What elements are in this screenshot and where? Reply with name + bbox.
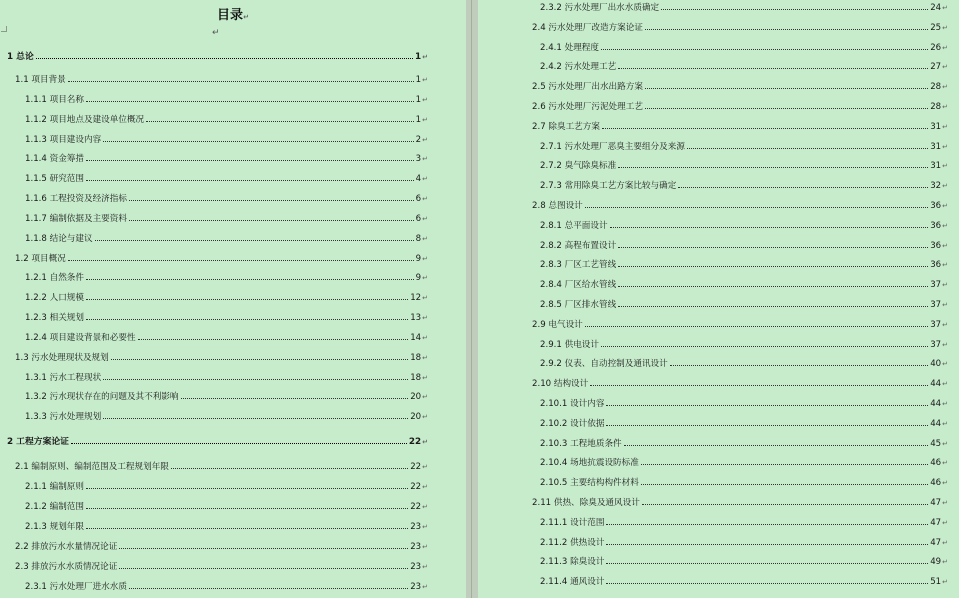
paragraph-mark: ↵ [942,420,948,428]
toc-page-number: 36 [930,241,942,251]
toc-entry-text: 2.8.3 厂区工艺管线 [540,260,617,270]
dot-leader [129,191,414,201]
paragraph-mark: ↵ [422,155,428,163]
paragraph-mark: ↵ [942,202,948,210]
dot-leader [585,317,928,327]
toc-entry[interactable] [25,290,428,304]
toc-entry[interactable] [15,459,428,473]
toc-page-number: 20 [410,392,422,402]
toc-entry-text: 1.1.7 编制依据及主要资料 [25,214,127,224]
toc-entry[interactable] [25,479,428,493]
toc-page-number: 45 [930,439,942,449]
toc-entry[interactable] [25,171,428,185]
toc-entry[interactable] [25,151,428,165]
dot-leader [602,119,928,129]
dot-leader [618,277,928,287]
toc-entry[interactable] [540,59,948,73]
toc-entry-text: 2.1 编制原则、编制范围及工程规划年限 [15,462,169,472]
paragraph-mark: ↵ [422,483,428,491]
toc-page-number: 40 [930,359,942,369]
dot-leader [641,455,928,465]
dot-leader [618,238,928,248]
toc-entry[interactable] [540,158,948,172]
toc-entry-text: 1.1.5 研究范围 [25,174,84,184]
toc-entry[interactable] [25,330,428,344]
toc-page-number: 37 [930,320,942,330]
toc-entry-text: 2.11.3 除臭设计 [540,557,605,567]
paragraph-mark: ↵ [422,413,428,421]
toc-entry[interactable] [15,350,428,364]
paragraph-mark: ↵ [942,380,948,388]
toc-entry-text: 2.8.5 厂区排水管线 [540,300,617,310]
paragraph-mark: ↵ [942,182,948,190]
toc-entry[interactable] [532,376,948,390]
toc-entry[interactable] [540,515,948,529]
toc-entry-text: 1.3 污水处理现状及规划 [15,353,109,363]
toc-page-number: 44 [930,379,942,389]
paragraph-mark: ↵ [942,479,948,487]
dot-leader [678,178,928,188]
toc-page-number: 49 [930,557,942,567]
toc-page-number: 26 [930,43,942,53]
toc-entry-text: 2.11.2 供热设计 [540,538,605,548]
dot-leader [103,370,408,380]
toc-entry[interactable] [540,416,948,430]
toc-entry-text: 1.1.2 项目地点及建设单位概况 [25,115,145,125]
toc-entry[interactable] [15,72,428,86]
paragraph-mark: ↵ [942,123,948,131]
toc-page-number: 3 [415,154,422,164]
toc-page-number: 8 [415,234,422,244]
toc-entry[interactable] [532,20,948,34]
toc-entry-text: 2.7 除臭工艺方案 [532,122,600,132]
page-divider [471,0,472,598]
toc-entry-text: 2.8.1 总平面设计 [540,221,608,231]
paragraph-mark: ↵ [942,519,948,527]
toc-page-number: 47 [930,518,942,528]
paragraph-mark: ↵ [942,242,948,250]
toc-page-number: 32 [930,181,942,191]
paragraph-mark: ↵ [942,558,948,566]
dot-leader [86,310,408,320]
dot-leader [138,330,409,340]
toc-entry[interactable] [540,218,948,232]
toc-page-number: 6 [415,194,422,204]
toc-entry[interactable] [7,434,428,448]
paragraph-mark: ↵ [942,281,948,289]
toc-entry-text: 1.2.1 自然条件 [25,273,84,283]
toc-page-number: 27 [930,62,942,72]
toc-entry-text: 2.2 排放污水水量情况论证 [15,542,118,552]
paragraph-mark: ↵ [942,143,948,151]
toc-entry-text: 2.11.1 设计范围 [540,518,605,528]
toc-page-number: 23 [410,562,422,572]
toc-entry[interactable] [25,191,428,205]
paragraph-mark: ↵ [422,334,428,342]
toc-page-number: 13 [410,313,422,323]
toc-page-number: 18 [410,373,422,383]
toc-entry-text: 2.7.3 常用除臭工艺方案比较与确定 [540,181,677,191]
paragraph-mark: ↵ [422,235,428,243]
dot-leader [68,251,414,261]
toc-page-number: 1 [415,75,422,85]
toc-entry[interactable] [540,277,948,291]
dot-leader [36,49,413,59]
toc-page-number: 1 [415,115,422,125]
paragraph-mark: ↵ [942,578,948,586]
dot-leader [606,396,928,406]
toc-entry[interactable] [540,40,948,54]
toc-entry[interactable] [25,519,428,533]
paragraph-mark: ↵ [942,162,948,170]
dot-leader [86,290,408,300]
toc-entry-text: 2.6 污水处理厂污泥处理工艺 [532,102,643,112]
paragraph-mark: ↵ [942,301,948,309]
toc-entry[interactable] [532,198,948,212]
toc-page-number: 28 [930,82,942,92]
paragraph-mark: ↵ [942,24,948,32]
toc-entry-text: 2.9.2 仪表、自动控制及通讯设计 [540,359,668,369]
toc-page-number: 51 [930,577,942,587]
toc-page-number: 47 [930,538,942,548]
toc-entry-text: 2.4 污水处理厂改造方案论证 [532,23,643,33]
paragraph-mark: ↵ [422,543,428,551]
toc-page-number: 22 [408,437,422,447]
paragraph-mark: ↵ [422,195,428,203]
dot-leader [86,171,414,181]
dot-leader [119,539,408,549]
paragraph-mark: ↵ [422,314,428,322]
toc-entry-text: 2.11 供热、除臭及通风设计 [532,498,640,508]
dot-leader [86,270,414,280]
toc-page-number: 36 [930,201,942,211]
page-gap [466,0,478,598]
toc-entry[interactable] [532,495,948,509]
toc-entry[interactable] [540,337,948,351]
toc-entry[interactable] [540,436,948,450]
paragraph-mark: ↵ [422,523,428,531]
dot-leader [590,376,928,386]
toc-entry[interactable] [25,270,428,284]
toc-page-number: 28 [930,102,942,112]
toc-entry[interactable] [540,455,948,469]
toc-entry-text: 2.10.5 主要结构构件材料 [540,478,639,488]
paragraph-mark: ↵ [422,503,428,511]
toc-page-number: 9 [415,273,422,283]
toc-entry-text: 2.10.1 设计内容 [540,399,605,409]
dot-leader [610,218,929,228]
toc-entry-text: 2.4.1 处理程度 [540,43,599,53]
paragraph-mark: ↵ [942,341,948,349]
toc-page-number: 9 [415,254,422,264]
dot-leader [171,459,408,469]
dot-leader [103,409,408,419]
paragraph-mark: ↵ [942,63,948,71]
toc-page-number: 2 [415,135,422,145]
toc-entry[interactable] [532,99,948,113]
dot-leader [618,297,928,307]
toc-entry[interactable] [540,475,948,489]
dot-leader [618,257,928,267]
dot-leader [670,356,928,366]
toc-title: 目录↵ [217,8,249,23]
dot-leader [95,231,414,241]
toc-page-number: 44 [930,419,942,429]
toc-page-number: 25 [930,23,942,33]
dot-leader [86,92,414,102]
dot-leader [71,434,407,444]
toc-entry-text: 1.2.4 项目建设背景和必要性 [25,333,136,343]
dot-leader [606,554,928,564]
paragraph-mark: ↵ [422,393,428,401]
toc-page-number: 4 [415,174,422,184]
paragraph-mark: ↵ [422,136,428,144]
toc-entry-text: 2.4.2 污水处理工艺 [540,62,617,72]
toc-entry[interactable] [540,396,948,410]
toc-entry-text: 2.1.1 编制原则 [25,482,84,492]
toc-page-number: 46 [930,478,942,488]
toc-entry[interactable] [540,257,948,271]
paragraph-mark: ↵ [942,4,948,12]
toc-entry[interactable] [532,79,948,93]
toc-page-number: 37 [930,280,942,290]
dot-leader [687,139,928,149]
toc-page-number: 23 [410,522,422,532]
dot-leader [86,479,408,489]
toc-entry-text: 1.1.3 项目建设内容 [25,135,102,145]
toc-entry-text: 2.8 总图设计 [532,201,583,211]
dot-leader [606,574,928,584]
toc-entry-text: 2.3.2 污水处理厂出水水质确定 [540,3,660,13]
toc-entry[interactable] [25,579,428,593]
toc-entry[interactable] [532,119,948,133]
paragraph-mark: ↵ [942,539,948,547]
toc-page-number: 22 [410,502,422,512]
toc-page-number: 37 [930,300,942,310]
toc-entry[interactable] [540,0,948,14]
toc-page-number: 23 [410,542,422,552]
toc-entry-text: 1 总论 [7,52,34,62]
toc-entry-text: 1.1 项目背景 [15,75,66,85]
toc-page-number: 31 [930,122,942,132]
paragraph-mark: ↵ [942,44,948,52]
toc-entry-text: 2.10.4 场地抗震设防标准 [540,458,639,468]
toc-entry-text: 2.5 污水处理厂出水出路方案 [532,82,643,92]
paragraph-mark: ↵ [422,215,428,223]
toc-page-number: 36 [930,221,942,231]
toc-entry-text: 1.3.1 污水工程现状 [25,373,102,383]
dot-leader [645,79,928,89]
toc-entry-text: 2.11.4 通风设计 [540,577,605,587]
paragraph-mark: ↵ [942,459,948,467]
toc-entry[interactable] [540,139,948,153]
toc-entry[interactable] [7,49,428,63]
paragraph-mark: ↵ [942,261,948,269]
toc-entry[interactable] [25,499,428,513]
toc-entry-text: 1.1.1 项目名称 [25,95,84,105]
toc-entry-text: 2.10 结构设计 [532,379,589,389]
dot-leader [606,515,928,525]
toc-entry-text: 2.1.2 编制范围 [25,502,84,512]
toc-entry[interactable] [25,409,428,423]
paragraph-mark: ↵ [422,255,428,263]
toc-entry-text: 2.3.1 污水处理厂进水水质 [25,582,127,592]
toc-page-number: 18 [410,353,422,363]
toc-entry[interactable] [540,356,948,370]
paragraph-mark: ↵ [942,103,948,111]
paragraph-mark: ↵ [942,400,948,408]
toc-entry-text: 2.9 电气设计 [532,320,583,330]
toc-page-number: 20 [410,412,422,422]
toc-entry-text: 2.10.2 设计依据 [540,419,605,429]
toc-entry[interactable] [540,535,948,549]
toc-entry[interactable] [15,251,428,265]
toc-entry[interactable] [15,539,428,553]
toc-entry-text: 2.10.3 工程地质条件 [540,439,622,449]
toc-page-number: 6 [415,214,422,224]
dot-leader [645,20,928,30]
dot-leader [645,99,928,109]
toc-entry[interactable] [540,297,948,311]
dot-leader [86,151,414,161]
toc-entry-text: 1.1.8 结论与建议 [25,234,93,244]
toc-page-number: 1 [415,95,422,105]
dot-leader [618,59,928,69]
toc-entry[interactable] [25,389,428,403]
dot-leader [103,132,413,142]
dot-leader [618,158,928,168]
toc-entry-text: 2.8.4 厂区给水管线 [540,280,617,290]
document-page-left [0,0,466,598]
toc-page-number: 23 [410,582,422,592]
paragraph-mark: ↵ [942,499,948,507]
dot-leader [606,535,928,545]
toc-page-number: 36 [930,260,942,270]
toc-page-number: 46 [930,458,942,468]
paragraph-mark: ↵ [422,76,428,84]
dot-leader [68,72,414,82]
dot-leader [601,337,928,347]
toc-entry-text: 2.7.2 臭气除臭标准 [540,161,617,171]
toc-entry-text: 2.7.1 污水处理厂恶臭主要组分及来源 [540,142,685,152]
dot-leader [606,416,928,426]
paragraph-mark: ↵ [422,175,428,183]
dot-leader [585,198,928,208]
paragraph-mark: ↵ [942,83,948,91]
toc-entry[interactable] [540,178,948,192]
toc-page-number: 47 [930,498,942,508]
toc-entry[interactable] [25,132,428,146]
paragraph-mark: ↵ [422,294,428,302]
toc-entry-text: 1.2.2 人口规模 [25,293,84,303]
toc-entry-text: 2.1.3 规划年限 [25,522,84,532]
paragraph-mark: ↵ [422,374,428,382]
dot-leader [146,112,414,122]
paragraph-mark: ↵ [422,116,428,124]
paragraph-mark: ↵ [422,96,428,104]
toc-entry-text: 1.2.3 相关规划 [25,313,84,323]
dot-leader [661,0,928,10]
toc-entry-text: 1.3.3 污水处理规划 [25,412,102,422]
toc-entry-text: 1.2 项目概况 [15,254,66,264]
toc-entry[interactable] [25,310,428,324]
toc-page-number: 37 [930,340,942,350]
toc-entry[interactable] [540,554,948,568]
toc-entry-text: 2.8.2 高程布置设计 [540,241,617,251]
dot-leader [129,211,414,221]
toc-entry[interactable] [540,238,948,252]
toc-page-number: 31 [930,161,942,171]
toc-entry[interactable] [540,574,948,588]
dot-leader [642,495,928,505]
toc-entry[interactable] [25,231,428,245]
dot-leader [111,350,408,360]
dot-leader [86,519,408,529]
toc-entry-text: 2.9.1 供电设计 [540,340,599,350]
margin-corner-mark [1,26,7,32]
toc-entry-text: 2.3 排放污水水质情况论证 [15,562,118,572]
dot-leader [641,475,928,485]
paragraph-mark: ↵ [422,274,428,282]
paragraph-mark: ↵ [422,583,428,591]
toc-entry[interactable] [532,317,948,331]
paragraph-mark: ↵ [942,222,948,230]
paragraph-mark: ↵ [942,440,948,448]
toc-entry-text: 1.1.4 资金筹措 [25,154,84,164]
toc-entry[interactable] [25,370,428,384]
toc-entry[interactable] [15,559,428,573]
toc-page-number: 24 [930,3,942,13]
paragraph-mark: ↵ [422,463,428,471]
dot-leader [624,436,929,446]
paragraph-mark: ↵ [422,354,428,362]
paragraph-mark: ↵ [422,563,428,571]
toc-page-number: 12 [410,293,422,303]
toc-page-number: 14 [410,333,422,343]
toc-entry[interactable] [25,112,428,126]
toc-entry-text: 2 工程方案论证 [7,437,69,447]
toc-page-number: 31 [930,142,942,152]
paragraph-mark: ↵ [942,360,948,368]
toc-page-number: 22 [410,462,422,472]
toc-entry[interactable] [25,92,428,106]
dot-leader [601,40,928,50]
paragraph-mark: ↵ [942,321,948,329]
document-page-right [478,0,959,598]
toc-page-number: 44 [930,399,942,409]
dot-leader [86,499,408,509]
toc-entry[interactable] [25,211,428,225]
paragraph-mark: ↵ [212,28,220,38]
dot-leader [129,579,408,589]
paragraph-mark: ↵ [422,53,428,61]
toc-page-number: 1 [415,52,422,62]
toc-page-number: 22 [410,482,422,492]
toc-entry-text: 1.1.6 工程投资及经济指标 [25,194,127,204]
dot-leader [181,389,409,399]
toc-entry-text: 1.3.2 污水现状存在的问题及其不利影响 [25,392,179,402]
paragraph-mark: ↵ [422,438,428,446]
dot-leader [119,559,408,569]
